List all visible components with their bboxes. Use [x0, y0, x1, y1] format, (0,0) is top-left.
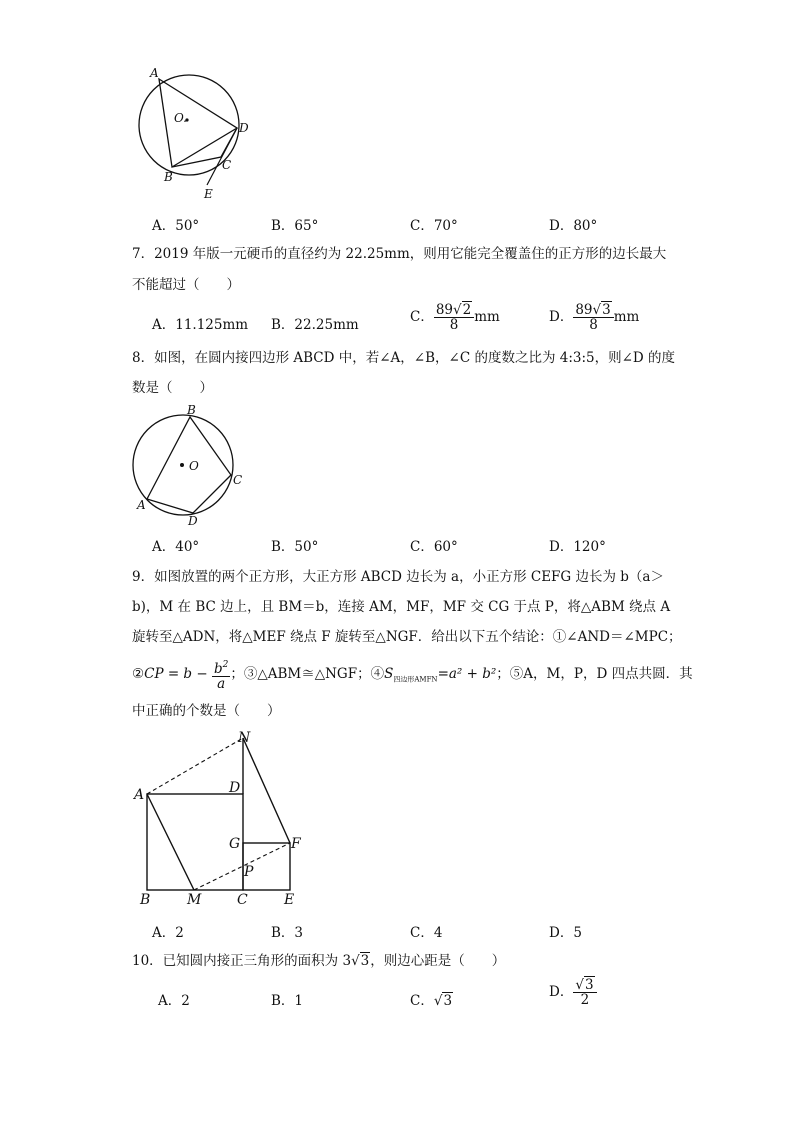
- q7-d-den: 8: [589, 317, 598, 333]
- q9-text-line3: 旋转至△ADN，将△MEF 绕点 F 旋转至△NGF．给出以下五个结论：①∠AND＝∠MPC；: [132, 629, 682, 645]
- q6-quadrilateral: [159, 79, 237, 167]
- q9-label-c: C: [237, 892, 248, 908]
- q10-option-d[interactable]: [549, 978, 597, 1007]
- q8-text-line1: 8．如图，在圆内接四边形 ABCD 中，若∠A，∠B，∠C 的度数之比为 4:3:5，则∠D 的度: [132, 350, 676, 366]
- q9-fraction: [212, 658, 230, 691]
- q9-eq: = b −: [163, 666, 212, 682]
- q9-option-d[interactable]: D．5: [549, 925, 582, 941]
- q9-text-line2: b)，M 在 BC 边上，且 BM＝b，连接 AM，MF，MF 交 CG 于点 P，将△ABM 绕点 A: [132, 599, 671, 615]
- q9-conclusion-5: ；⑤A，M，P，D 四点共圆．其: [496, 666, 693, 682]
- q9-label-e: E: [284, 892, 295, 908]
- q9-label-d: D: [229, 780, 241, 796]
- q7-option-b[interactable]: B．22.25mm: [271, 317, 359, 333]
- q9-option-c[interactable]: C．4: [410, 925, 443, 941]
- q7-d-rad: 3: [602, 302, 611, 318]
- q9-dashed-mf: [194, 843, 290, 890]
- q9-label-g: G: [229, 836, 241, 852]
- q9-squares-figure: [130, 730, 310, 910]
- q7-option-c[interactable]: [410, 303, 500, 332]
- q9-frac-den: a: [217, 676, 226, 692]
- q8-label-a: A: [137, 498, 146, 512]
- q10-option-a[interactable]: A．2: [158, 993, 190, 1009]
- q7-d-num: 89: [575, 302, 593, 318]
- q8-option-b[interactable]: B．50°: [271, 539, 319, 555]
- q10-option-b[interactable]: B．1: [271, 993, 304, 1009]
- q8-option-c[interactable]: C．60°: [410, 539, 458, 555]
- q7-c-rad: 2: [462, 302, 472, 318]
- q6-option-d[interactable]: D．80°: [549, 218, 598, 234]
- q9-text-line5: 中正确的个数是（ ）: [132, 703, 281, 719]
- q7-option-d-unit: mm: [613, 309, 640, 325]
- q6-label-a: A: [150, 66, 159, 80]
- q6-label-b: B: [164, 170, 173, 184]
- q7-option-d-prefix: D．: [549, 309, 574, 325]
- q10-option-c-rad: 3: [443, 993, 453, 1009]
- q10-text-before: 10．已知圆内接正三角形的面积为 3: [132, 953, 352, 969]
- q9-label-b: B: [140, 892, 151, 908]
- q6-label-d: D: [239, 121, 249, 135]
- q6-option-c[interactable]: C．70°: [410, 218, 458, 234]
- q6-circle-figure: [130, 60, 270, 205]
- q9-area-rhs: =a² + b²: [437, 666, 497, 682]
- q7-option-c-unit: mm: [474, 309, 500, 325]
- q8-label-b: B: [187, 403, 196, 417]
- q6-label-c: C: [222, 158, 232, 172]
- q7-option-d-fraction: $\frac{89√3}{8}$: [573, 303, 613, 332]
- q9-text-line1: 9．如图放置的两个正方形，大正方形 ABCD 边长为 a，小正方形 CEFG 边长为 b（a＞: [132, 569, 664, 585]
- q9-line-nf: [243, 738, 290, 843]
- q7-text-line2: 不能超过（ ）: [132, 277, 240, 293]
- q8-circle-figure: [125, 403, 250, 528]
- q9-label-f: F: [291, 836, 301, 852]
- q6-option-a[interactable]: A．50°: [152, 218, 200, 234]
- q7-option-d[interactable]: [549, 303, 639, 332]
- q7-option-a[interactable]: A．11.125mm: [152, 317, 249, 333]
- q8-label-d: D: [188, 514, 198, 528]
- q7-option-c-fraction: $\frac{89√2}{8}$: [434, 303, 474, 332]
- q10-option-d-fraction: $\frac{√3}{2}$: [573, 978, 596, 1007]
- q9-option-b[interactable]: B．3: [271, 925, 304, 941]
- q10-option-c[interactable]: C．√3: [410, 993, 453, 1009]
- q8-center-dot: [180, 463, 184, 467]
- q7-text-line1: 7．2019 年版一元硬币的直径约为 22.25mm，则用它能完全覆盖住的正方形的边长最大: [132, 246, 667, 262]
- q10-option-c-prefix: C．: [410, 993, 434, 1009]
- q9-line-am: [147, 794, 194, 890]
- q9-area-symbol: S: [384, 666, 394, 682]
- q7-c-den: 8: [449, 317, 459, 333]
- q8-option-d[interactable]: D．120°: [549, 539, 606, 555]
- q10-option-d-prefix: D．: [549, 984, 574, 1000]
- q9-conclusion-2-marker: ②: [132, 666, 145, 682]
- q9-frac-sup: 2: [222, 660, 229, 670]
- q7-c-num: 89: [435, 302, 454, 318]
- q10-d-rad: 3: [584, 977, 594, 993]
- q9-conclusion-3: ；③△ABM≅△NGF；④: [230, 666, 385, 682]
- q10-d-den: 2: [580, 992, 590, 1008]
- q9-label-p: P: [244, 864, 254, 880]
- q9-label-a: A: [134, 787, 145, 803]
- q6-option-b[interactable]: B．65°: [271, 218, 319, 234]
- q6-label-o: O.: [174, 111, 187, 125]
- q8-label-o: O: [189, 459, 199, 473]
- q9-label-n: N: [238, 730, 251, 746]
- q6-label-e: E: [204, 187, 213, 201]
- q8-option-a[interactable]: A．40°: [152, 539, 200, 555]
- q9-option-a[interactable]: A．2: [152, 925, 184, 941]
- q9-frac-num: b: [213, 661, 223, 677]
- q10-text-after: ，则边心距是（ ）: [370, 953, 506, 969]
- q9-label-m: M: [187, 892, 202, 908]
- q7-option-c-prefix: C．: [410, 309, 434, 325]
- q10-rad: 3: [360, 953, 370, 969]
- q10-text: 10．已知圆内接正三角形的面积为 3√3，则边心距是（ ）: [132, 953, 506, 969]
- q9-cp: CP: [144, 666, 164, 682]
- q8-text-line2: 数是（ ）: [132, 380, 213, 396]
- q9-text-line4: [132, 658, 693, 694]
- q9-area-subscript: 四边形AMFN: [393, 675, 438, 684]
- q8-label-c: C: [233, 473, 243, 487]
